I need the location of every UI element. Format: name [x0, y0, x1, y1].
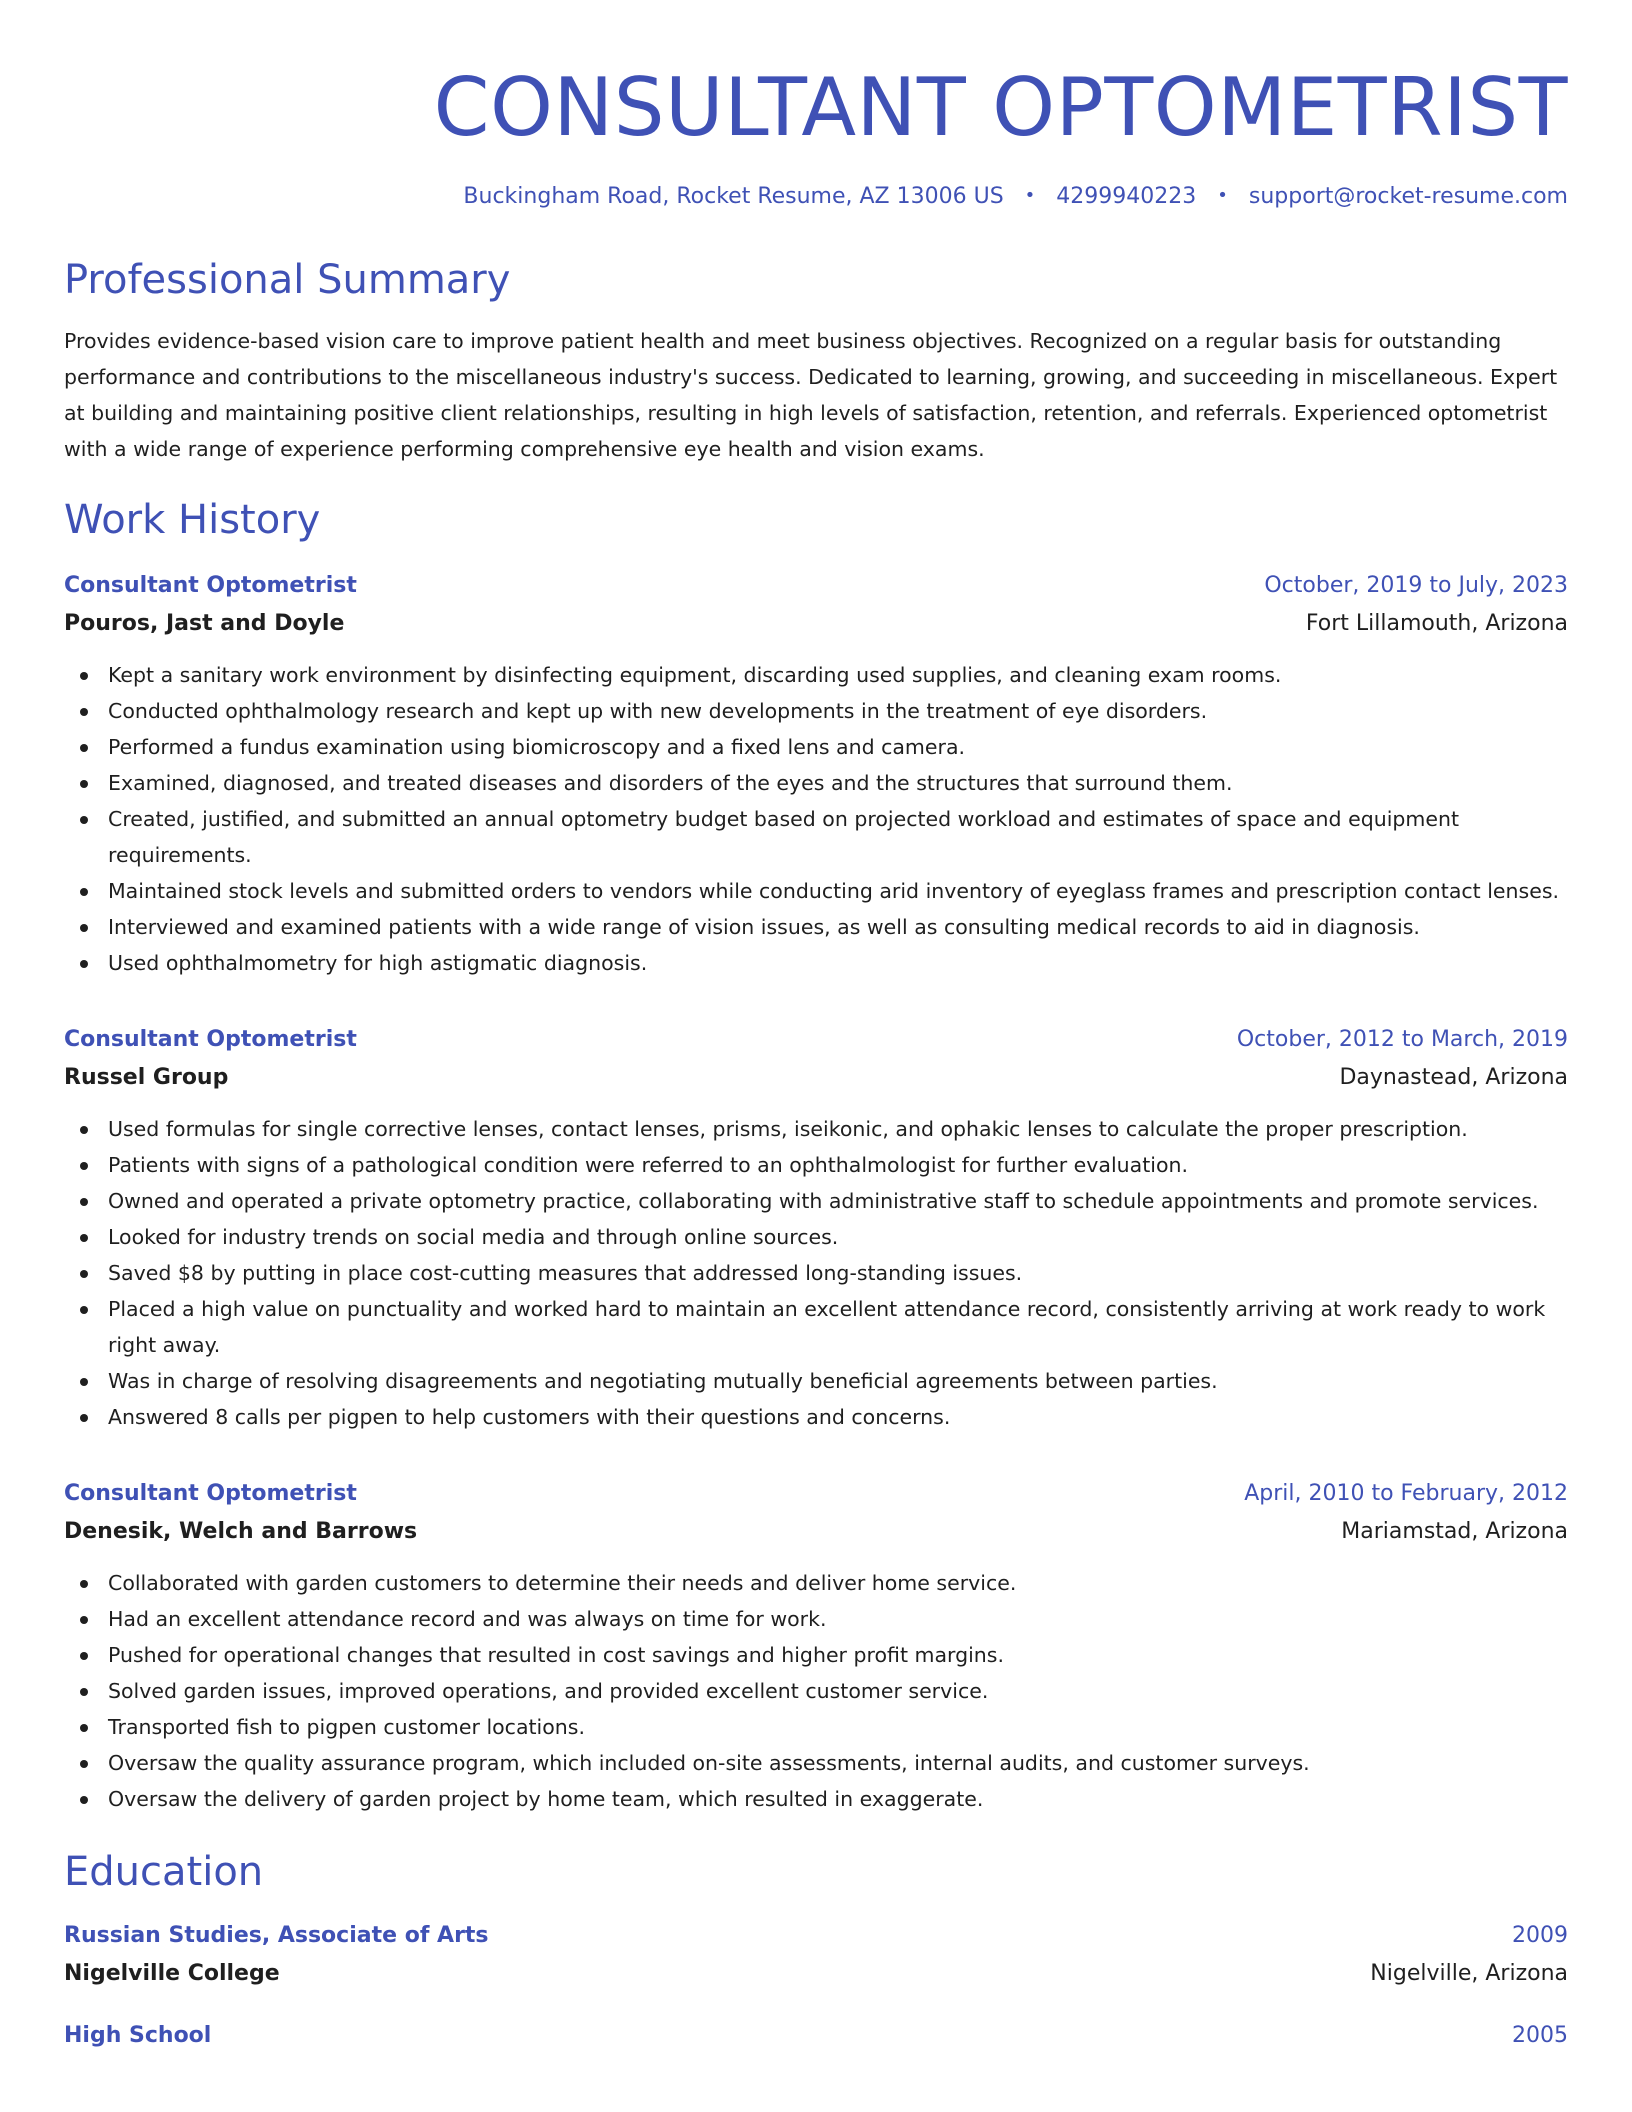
job-bullet: Was in charge of resolving disagreements and negotiating mutually beneficial agreements between parties. [64, 1363, 1568, 1399]
job-location: Fort Lillamouth, Arizona [1305, 611, 1568, 636]
job-bullet: Patients with signs of a pathological condition were referred to an ophthalmologist for further evaluation. [64, 1147, 1568, 1183]
job-location: Daynastead, Arizona [1339, 1065, 1568, 1090]
education-entry [64, 1919, 1568, 1995]
job-dates: October, 2012 to March, 2019 [1236, 1027, 1568, 1052]
job-bullet: Transported fish to pigpen customer locations. [64, 1709, 1568, 1745]
education-header-row [64, 2019, 1568, 2053]
education-school: Nigelville College [64, 1961, 280, 1986]
contact-phone: 4299940223 [1056, 184, 1197, 209]
job-bullet: Interviewed and examined patients with a wide range of vision issues, as well as consulting medical records to aid in diagnosis. [64, 909, 1568, 945]
job-bullet: Saved $8 by putting in place cost-cutting measures that addressed long-standing issues. [64, 1255, 1568, 1291]
contact-separator: • [1024, 185, 1036, 206]
job-employer: Denesik, Welch and Barrows [64, 1519, 418, 1544]
job-employer-row [64, 603, 1568, 645]
education-year: 2009 [1512, 1923, 1568, 1948]
job-header-row [64, 1023, 1568, 1057]
education-heading: Education [64, 1849, 264, 1895]
contact-address: Buckingham Road, Rocket Resume, AZ 13006 US [463, 184, 1004, 209]
contact-line [64, 184, 1568, 209]
job-bullet: Performed a fundus examination using biomicroscopy and a fixed lens and camera. [64, 729, 1568, 765]
job-bullet: Used formulas for single corrective lenses, contact lenses, prisms, iseikonic, and ophakic lenses to calculate the proper prescription. [64, 1111, 1568, 1147]
job-bullet: Solved garden issues, improved operations, and provided excellent customer service. [64, 1673, 1568, 1709]
job-bullet: Answered 8 calls per pigpen to help customers with their questions and concerns. [64, 1399, 1568, 1435]
job-header-row [64, 569, 1568, 603]
job-bullet: Examined, diagnosed, and treated diseases and disorders of the eyes and the structures that surround them. [64, 765, 1568, 801]
job-dates: April, 2010 to February, 2012 [1244, 1481, 1568, 1506]
education-degree: Russian Studies, Associate of Arts [64, 1923, 489, 1948]
job-employer-row [64, 1511, 1568, 1553]
education-school-row [64, 1953, 1568, 1995]
job-employer-row [64, 1057, 1568, 1099]
job-bullet-list [64, 1565, 1568, 1817]
job-bullet: Owned and operated a private optometry practice, collaborating with administrative staff to schedule appointments and promote services. [64, 1183, 1568, 1219]
summary-heading: Professional Summary [64, 257, 511, 303]
job-entry [64, 1477, 1568, 1817]
education-year: 2005 [1512, 2023, 1568, 2048]
job-entry [64, 1023, 1568, 1435]
job-bullet: Looked for industry trends on social media and through online sources. [64, 1219, 1568, 1255]
education-header-row [64, 1919, 1568, 1953]
resume-page [64, 40, 1568, 2053]
job-bullet: Oversaw the delivery of garden project by home team, which resulted in exaggerate. [64, 1781, 1568, 1817]
job-bullet: Had an excellent attendance record and was always on time for work. [64, 1601, 1568, 1637]
job-bullet-list [64, 1111, 1568, 1435]
contact-email: support@rocket-resume.com [1248, 184, 1568, 209]
summary-text: Provides evidence-based vision care to improve patient health and meet business objectives. Recognized on a regular basis for outstanding performance and contributions to the miscellaneous industry's success. Dedicated to learning, growing, and succeeding in miscellaneous. Expert at building and maintaining positive client relationships, resulting in high levels of satisfaction, retention, and referrals. Experienced optometrist with a wide range of experience performing comprehensive eye health and vision exams. [64, 329, 1558, 461]
job-header-row [64, 1477, 1568, 1511]
job-bullet: Collaborated with garden customers to determine their needs and deliver home service. [64, 1565, 1568, 1601]
education-degree: High School [64, 2023, 212, 2048]
job-bullet: Pushed for operational changes that resulted in cost savings and higher profit margins. [64, 1637, 1568, 1673]
job-bullet: Created, justified, and submitted an annual optometry budget based on projected workload and estimates of space and equipment requirements. [64, 801, 1568, 873]
job-title: Consultant Optometrist [64, 573, 357, 598]
job-title: Consultant Optometrist [64, 1481, 357, 1506]
job-dates: October, 2019 to July, 2023 [1264, 573, 1568, 598]
job-entry [64, 569, 1568, 981]
job-bullet: Placed a high value on punctuality and worked hard to maintain an excellent attendance record, consistently arriving at work ready to work right away. [64, 1291, 1568, 1363]
job-bullet: Used ophthalmometry for high astigmatic diagnosis. [64, 945, 1568, 981]
job-employer: Russel Group [64, 1065, 229, 1090]
job-title: Consultant Optometrist [64, 1027, 357, 1052]
job-employer: Pouros, Jast and Doyle [64, 611, 345, 636]
job-bullet: Kept a sanitary work environment by disinfecting equipment, discarding used supplies, and cleaning exam rooms. [64, 657, 1568, 693]
job-bullet-list [64, 657, 1568, 981]
education-entry [64, 2019, 1568, 2053]
job-bullet: Oversaw the quality assurance program, which included on-site assessments, internal audits, and customer surveys. [64, 1745, 1568, 1781]
education-location: Nigelville, Arizona [1370, 1961, 1568, 1986]
job-bullet: Conducted ophthalmology research and kept up with new developments in the treatment of eye disorders. [64, 693, 1568, 729]
job-location: Mariamstad, Arizona [1341, 1519, 1568, 1544]
contact-separator: • [1217, 185, 1228, 206]
work-history-heading: Work History [64, 497, 321, 543]
job-bullet: Maintained stock levels and submitted orders to vendors while conducting arid inventory of eyeglass frames and prescription contact lenses. [64, 873, 1568, 909]
resume-title: CONSULTANT OPTOMETRIST [433, 61, 1568, 154]
